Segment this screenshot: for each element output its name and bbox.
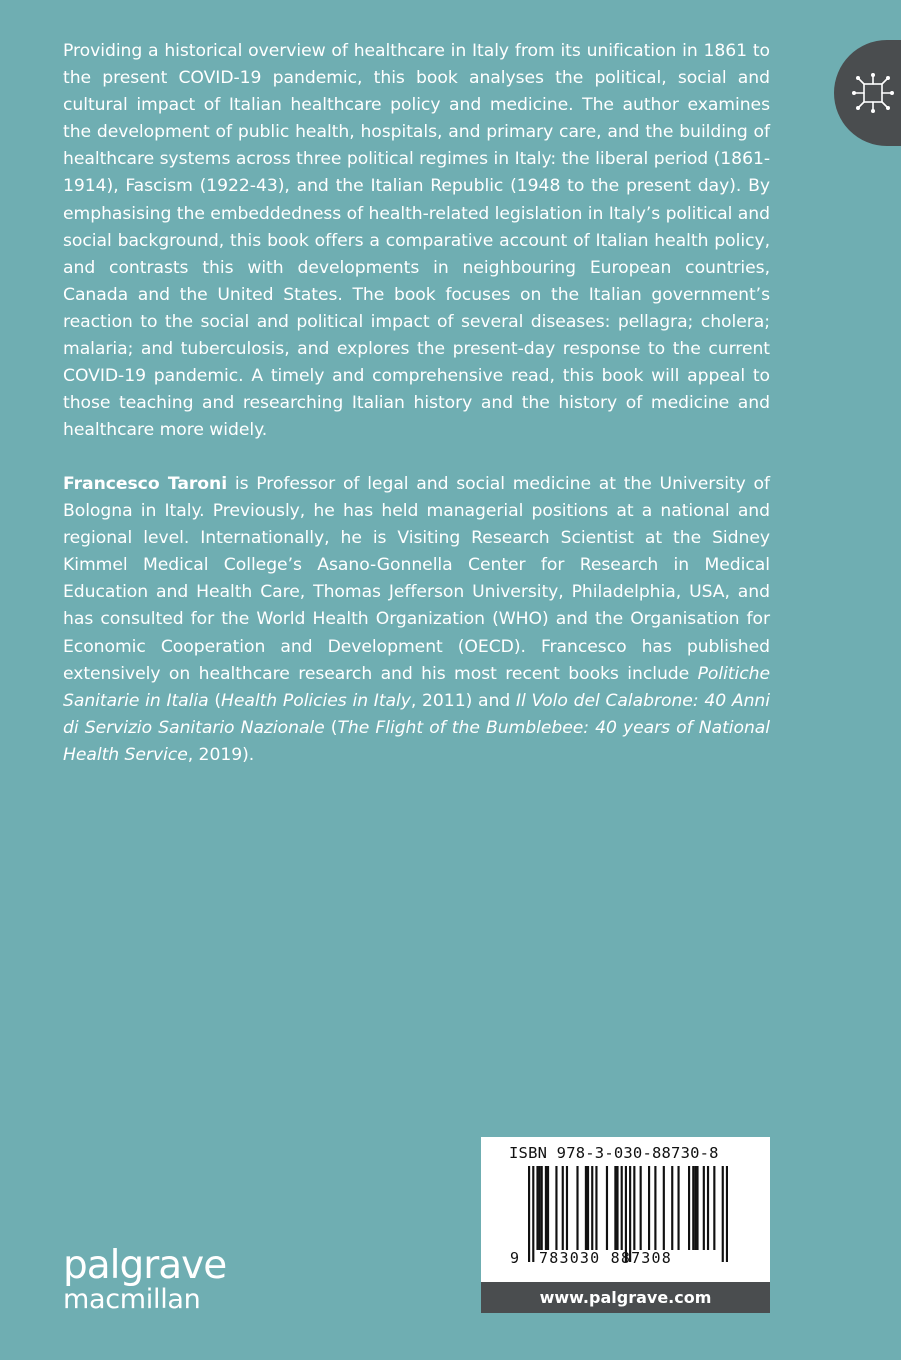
- bio-text-3: , 2011) and: [410, 690, 516, 711]
- barcode-bar: [576, 1166, 578, 1250]
- barcode-bar: [726, 1166, 728, 1262]
- barcode-bar: [595, 1166, 597, 1250]
- barcode-bar: [640, 1166, 642, 1250]
- barcode-bar: [614, 1166, 616, 1250]
- book-title-1-english: Health Policies in Italy: [221, 690, 411, 711]
- barcode-bar: [633, 1166, 635, 1250]
- barcode-bar: [648, 1166, 650, 1250]
- book-title-2: Il Volo del Calabrone: 40 Anni di Servizio Sanitario Nazionale: [63, 690, 770, 738]
- barcode-bar: [722, 1166, 724, 1262]
- book-title-1: Politiche Sanitarie in Italia: [63, 663, 770, 711]
- barcode-bar: [587, 1166, 589, 1250]
- barcode-bar: [625, 1166, 627, 1262]
- publisher-website: www.palgrave.com: [481, 1282, 770, 1313]
- ean-first-digit: 9: [510, 1249, 520, 1267]
- circuit-square-icon: [850, 70, 896, 116]
- barcode-bar: [616, 1166, 618, 1250]
- barcode-bar: [621, 1166, 623, 1250]
- bio-text-2: (: [208, 690, 222, 711]
- barcode-bar: [606, 1166, 608, 1250]
- book-description: Providing a historical overview of healthcare in Italy from its unification in 1861 to the present COVID-19 pandemic, this book analyses the political, social and cultural impact of Italian healthcare policy and medicine. The author examines the development of public health, hospitals, and primary care, and the building of healthcare systems across three political regimes in Italy: the liberal period (1861-1914), Fascism (1922-43), and the Italian Republic (1948 to the present day). By emphasising the embeddedness of health-related legislation in Italy’s political and social background, this book offers a comparative account of Italian health policy, and contrasts this with developments in neighbouring European countries, Canada and the United States. The book focuses on the Italian government’s reaction to the social and political impact of several diseases: pellagra; cholera; malaria; and tuberculosis, and explores the present-day response to the current COVID-19 pandemic. A timely and comprehensive read, this book will appeal to those teaching and researching Italian history and the history of medicine and healthcare more widely.: [63, 41, 770, 441]
- barcode-bar: [566, 1166, 568, 1250]
- barcode-bar: [688, 1166, 690, 1250]
- bio-text-1: is Professor of legal and social medicine at the University of Bologna in Italy. Previously, he has held managerial positions at a national and regional level. Internationally, he is Visiting Research Scientist at the Sidney Kimmel Medical College’s Asano-Gonnella Center for Research in Medical Education and Health Care, Thomas Jefferson University, Philadelphia, USA, and has consulted for the World Health Organization (WHO) and the Organisation for Economic Cooperation and Development (OECD). Francesco has published extensively on healthcare research and his most recent books include: [63, 474, 770, 684]
- barcode-bar: [703, 1166, 705, 1250]
- book-title-2-english: The Flight of the Bumblebee: 40 years of National Health Service: [63, 717, 770, 765]
- barcode-bar: [555, 1166, 557, 1250]
- barcode-bar: [677, 1166, 679, 1250]
- barcode-bar: [654, 1166, 656, 1250]
- ean-digits: 783030 887308: [539, 1249, 672, 1267]
- barcode-bar: [528, 1166, 530, 1262]
- barcode-bar: [536, 1166, 538, 1250]
- barcode-bar: [696, 1166, 698, 1250]
- barcode-bar: [663, 1166, 665, 1250]
- logo-line-macmillan: macmillan: [63, 1284, 201, 1315]
- barcode-bar: [591, 1166, 593, 1250]
- barcode-bar: [541, 1166, 543, 1250]
- series-emblem-tab: [834, 40, 901, 146]
- barcode-bar: [562, 1166, 564, 1250]
- bio-text-5: , 2019).: [187, 744, 255, 765]
- author-bio: [63, 471, 770, 769]
- barcode-bar: [545, 1166, 547, 1250]
- barcode-bar: [713, 1166, 715, 1250]
- barcode-bar: [585, 1166, 587, 1250]
- isbn-label: ISBN 978-3-030-88730-8: [509, 1144, 719, 1162]
- barcode-bar: [539, 1166, 541, 1250]
- barcode-bar: [707, 1166, 709, 1250]
- publisher-logo: [63, 1243, 227, 1315]
- author-name: Francesco Taroni: [63, 474, 228, 494]
- barcode-bar: [532, 1166, 534, 1262]
- bio-text-4: (: [324, 717, 338, 738]
- barcode-bar: [547, 1166, 549, 1250]
- logo-line-palgrave: palgrave: [63, 1243, 227, 1288]
- isbn-barcode: [481, 1137, 770, 1282]
- barcode-bar: [692, 1166, 694, 1250]
- barcode-bar: [671, 1166, 673, 1250]
- barcode-bar: [694, 1166, 696, 1250]
- barcode-bar: [629, 1166, 631, 1262]
- barcode-bars: [528, 1166, 728, 1262]
